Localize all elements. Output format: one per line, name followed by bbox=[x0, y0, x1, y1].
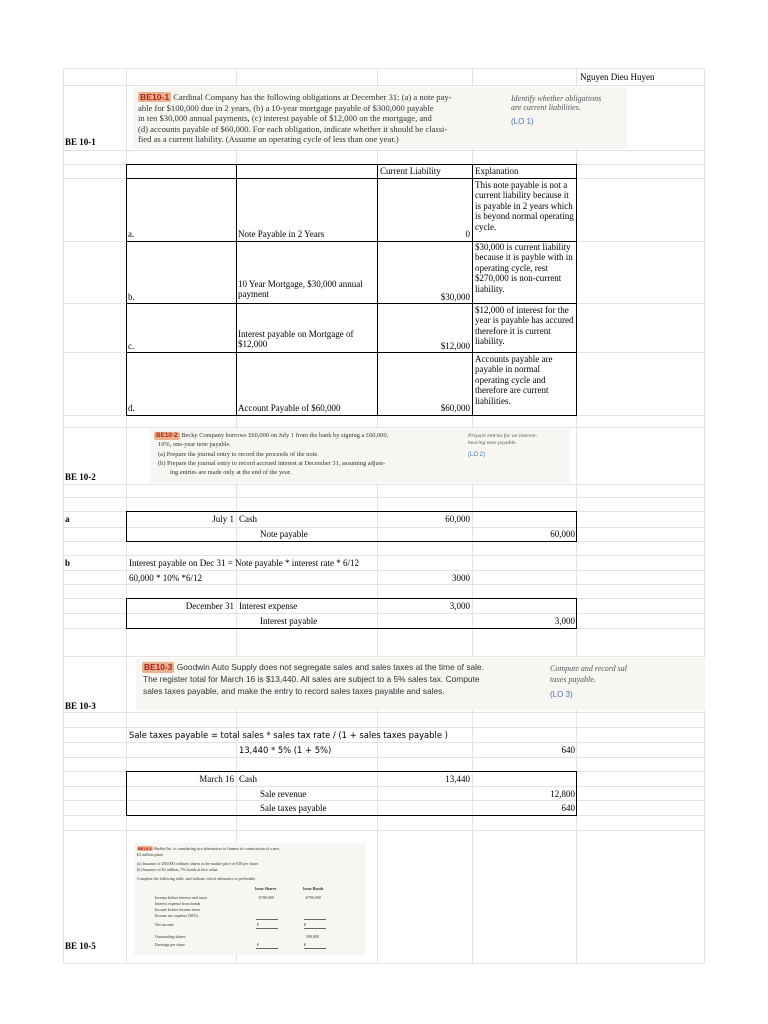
table-border bbox=[236, 164, 237, 416]
credit-account: Note payable bbox=[260, 529, 308, 539]
mini-table-value: € bbox=[304, 922, 306, 927]
column-header-explanation: Explanation bbox=[475, 166, 519, 176]
mini-table-label: Earnings per share bbox=[155, 942, 185, 947]
debit-amount: 13,440 bbox=[445, 774, 470, 784]
textbook-line: in ten $30,000 annual payments, (c) interest payable of $12,000 on the mortgage, and bbox=[138, 113, 432, 123]
mini-table-rule bbox=[304, 928, 326, 929]
grid-row-line bbox=[63, 150, 705, 151]
sales-tax-calculation: 13,440 * 5% (1 + 5%) bbox=[239, 745, 332, 755]
textbook-line: (d) accounts payable of $60,000. For each obligation, indicate whether it should be classi- bbox=[138, 124, 448, 134]
mini-table-label: Income tax expense (30%) bbox=[155, 913, 198, 918]
table-border bbox=[126, 771, 127, 816]
credit-account: Sale revenue bbox=[260, 789, 307, 799]
grid-row-line bbox=[63, 800, 705, 801]
row-item: 10 Year Mortgage, $30,000 annual payment bbox=[238, 279, 363, 300]
exercise-tag: BE10-2 bbox=[156, 432, 178, 439]
mini-table-value: 500,000 bbox=[306, 934, 319, 939]
exercise-tag: BE10-3 bbox=[144, 662, 173, 672]
table-border bbox=[126, 598, 577, 599]
grid-row-line bbox=[63, 712, 705, 713]
credit-amount: 640 bbox=[561, 803, 575, 813]
mini-table-value: €700,000 bbox=[306, 895, 321, 900]
entry-date: December 31 bbox=[185, 601, 234, 611]
table-border bbox=[472, 164, 473, 416]
sales-tax-formula: Sale taxes payable = total sales * sales tax rate / (1 + sales taxes payable ) bbox=[129, 730, 448, 740]
textbook-line: (b) Prepare the journal entry to record accrued interest at December 31, assuming adjust- bbox=[158, 460, 386, 467]
grid-row-line bbox=[63, 570, 705, 571]
side-note: Identify whether obligations bbox=[511, 94, 602, 103]
table-border bbox=[126, 541, 577, 542]
learning-objective: (LO 1) bbox=[511, 117, 534, 126]
mini-table-value: € bbox=[257, 942, 259, 947]
grid-row-line bbox=[63, 963, 705, 964]
grid-row-line bbox=[63, 656, 705, 657]
grid-row-line bbox=[63, 757, 705, 758]
table-border bbox=[576, 771, 577, 816]
row-item: Account Payable of $60,000 bbox=[238, 403, 341, 413]
grid-row-line bbox=[63, 484, 705, 485]
entry-date: March 16 bbox=[199, 774, 234, 784]
textbook-line: able for $100,000 due in 2 years, (b) a 10-year mortgage payable of $300,000 payable bbox=[138, 103, 434, 113]
credit-amount: 60,000 bbox=[550, 529, 575, 539]
part-label-b: b bbox=[65, 558, 71, 568]
side-note: Prepare entries for an interest- bbox=[468, 433, 538, 439]
grid-row-line bbox=[63, 584, 705, 585]
learning-objective: (LO 2) bbox=[468, 452, 486, 458]
row-item: Interest payable on Mortgage of $12,000 bbox=[238, 329, 354, 350]
interest-result: 3000 bbox=[452, 573, 470, 583]
table-border bbox=[126, 164, 577, 165]
mini-table-rule bbox=[304, 948, 326, 949]
mini-table-rule bbox=[256, 919, 278, 920]
row-explanation: Accounts payable are payable in normal operating cycle and therefore are current liabilities. bbox=[475, 354, 553, 406]
table-border bbox=[126, 511, 127, 542]
credit-amount: 3,000 bbox=[554, 616, 575, 626]
sales-tax-result: 640 bbox=[561, 745, 575, 755]
entry-date: July 1 bbox=[212, 514, 234, 524]
textbook-line: fied as a current liability. (Assume an operating cycle of less than one year.) bbox=[138, 134, 399, 144]
mini-table-value: €700,000 bbox=[259, 895, 274, 900]
credit-amount: 12,800 bbox=[550, 789, 575, 799]
debit-account: Interest expense bbox=[239, 601, 298, 611]
section-label-be10-3: BE 10-3 bbox=[65, 701, 96, 711]
column-header-current-liability: Current Liability bbox=[380, 166, 441, 176]
section-label-be10-1: BE 10-1 bbox=[65, 137, 96, 147]
table-border bbox=[126, 415, 577, 416]
author-name: Nguyen Dieu Huyen bbox=[580, 72, 655, 82]
grid-row-line bbox=[63, 85, 705, 86]
textbook-line: BE10-3 Goodwin Auto Supply does not segregate sales and sales taxes at the time of sale. bbox=[144, 662, 485, 672]
row-explanation: $12,000 of interest for the year is payable has accured therefore it is current liability. bbox=[475, 305, 574, 347]
table-border bbox=[576, 164, 577, 416]
debit-account: Cash bbox=[239, 774, 257, 784]
table-border bbox=[126, 352, 577, 353]
grid-row-line bbox=[63, 613, 705, 614]
mini-table-label: Income before interest and taxes bbox=[155, 895, 207, 900]
table-border bbox=[126, 164, 127, 416]
table-border bbox=[576, 598, 577, 629]
mini-table-value: € bbox=[304, 942, 306, 947]
part-label-a: a bbox=[65, 514, 70, 524]
section-label-be10-5: BE 10-5 bbox=[65, 941, 96, 951]
textbook-line: BE10-5 Shaffer Inc. is considering two alternatives to finance its construction of a new bbox=[138, 846, 280, 851]
grid-row-line bbox=[63, 497, 705, 498]
textbook-line: €2 million plant. bbox=[137, 852, 164, 857]
row-amount: $60,000 bbox=[440, 403, 470, 413]
grid-row-line bbox=[63, 527, 705, 528]
table-border bbox=[126, 303, 577, 304]
debit-amount: 60,000 bbox=[445, 514, 470, 524]
textbook-line: 10%, one-year note payable. bbox=[158, 441, 231, 448]
textbook-line: BE10-2 Becky Company borrows £60,000 on July 1 from the bank by signing a £60,000, bbox=[156, 432, 389, 439]
textbook-line: (b) Issuance of €2 million, 7% bonds at face value. bbox=[137, 867, 219, 872]
side-note: taxes payable. bbox=[550, 675, 596, 684]
row-letter: b. bbox=[128, 292, 135, 302]
exercise-tag: BE10-5 bbox=[138, 846, 152, 851]
row-amount: $12,000 bbox=[440, 341, 470, 351]
table-border bbox=[126, 598, 127, 629]
textbook-line: The register total for March 16 is $13,440. All sales are subject to a 5% sales tax. Compute bbox=[143, 674, 480, 684]
table-border bbox=[126, 815, 577, 816]
section-label-be10-2: BE 10-2 bbox=[65, 472, 96, 482]
interest-calculation: 60,000 * 10% *6/12 bbox=[129, 573, 202, 583]
grid-row-line bbox=[63, 742, 705, 743]
table-border bbox=[126, 511, 577, 512]
mini-table-label: Net income bbox=[155, 922, 174, 927]
mini-table-label: Outstanding shares bbox=[155, 934, 186, 939]
row-amount: 0 bbox=[465, 229, 470, 239]
textbook-line: sales taxes payable, and make the entry to record sales taxes payable and sales. bbox=[143, 686, 445, 696]
column-header-issue-shares: Issue Shares bbox=[255, 886, 277, 891]
mini-table-value: € bbox=[257, 922, 259, 927]
grid-row-line bbox=[63, 786, 705, 787]
column-header-issue-bonds: Issue Bonds bbox=[303, 886, 324, 891]
grid-row-line bbox=[63, 555, 705, 556]
row-explanation: $30,000 is current liability because it is payble with in operating cycle, rest $270,000 is non-current liability. bbox=[475, 242, 573, 294]
side-note: bearing note payable. bbox=[468, 440, 517, 446]
mini-table-label: Interest expense from bonds bbox=[155, 901, 201, 906]
table-border bbox=[126, 628, 577, 629]
side-note: Compute and record sal bbox=[550, 664, 627, 673]
table-border bbox=[576, 511, 577, 542]
table-border bbox=[377, 164, 378, 416]
textbook-line: (a) Prepare the journal entry to record the proceeds of the note. bbox=[158, 451, 319, 458]
grid-row-line bbox=[63, 727, 705, 728]
grid-row-line bbox=[63, 427, 705, 428]
textbook-line: ing entries are made only at the end of the year. bbox=[170, 469, 292, 476]
side-note: are current liabilities. bbox=[511, 103, 581, 112]
row-amount: $30,000 bbox=[440, 292, 470, 302]
row-item: Note Payable in 2 Years bbox=[238, 229, 325, 239]
textbook-line: BE10-1 Cardinal Company has the following obligations at December 31: (a) a note pay- bbox=[140, 92, 452, 102]
exercise-tag: BE10-1 bbox=[140, 92, 170, 102]
textbook-line: (a) Issuance of 200,000 ordinary shares at the market price of €18 per share. bbox=[137, 861, 259, 866]
debit-account: Cash bbox=[239, 514, 257, 524]
table-border bbox=[126, 771, 577, 772]
mini-table-rule bbox=[256, 948, 278, 949]
row-explanation: This note payable is not a current liability because it is payable in 2 years which is beyond normal operating cycle. bbox=[475, 180, 574, 232]
table-border bbox=[126, 178, 577, 179]
mini-table-rule bbox=[304, 919, 326, 920]
grid-row-line bbox=[63, 830, 705, 831]
interest-formula: Interest payable on Dec 31 = Note payable * interest rate * 6/12 bbox=[129, 558, 359, 568]
grid-row-line bbox=[63, 68, 705, 69]
learning-objective: (LO 3) bbox=[550, 690, 573, 699]
row-letter: c. bbox=[128, 341, 135, 351]
credit-account: Sale taxes payable bbox=[260, 803, 327, 813]
mini-table-label: Income before income taxes bbox=[155, 907, 201, 912]
row-letter: d. bbox=[128, 403, 135, 413]
row-letter: a. bbox=[128, 229, 135, 239]
debit-amount: 3,000 bbox=[449, 601, 470, 611]
mini-table-rule bbox=[256, 928, 278, 929]
credit-account: Interest payable bbox=[260, 616, 318, 626]
textbook-line: Complete the following table, and indicate which alternative is preferable. bbox=[137, 876, 256, 881]
